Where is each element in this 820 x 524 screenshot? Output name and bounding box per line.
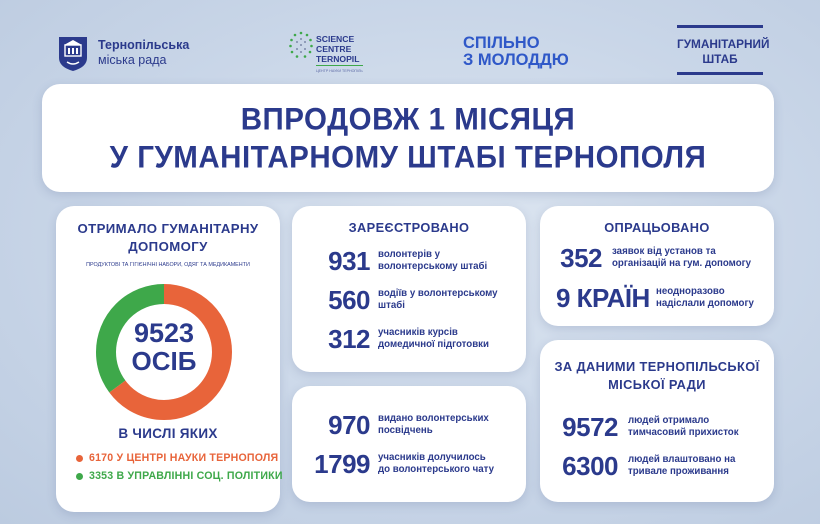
desc-line1: учасників долучилось xyxy=(378,452,486,463)
including-label: В ЧИСЛІ ЯКИХ xyxy=(118,426,218,441)
aid-note: ПРОДУКТОВІ ТА ГІГІЄНІЧНІ НАБОРИ, ОДЯГ ТА МЕДИКАМЕНТИ xyxy=(86,262,250,268)
science-centre-name xyxy=(316,34,363,76)
desc-line2: волонтерському штабі xyxy=(378,261,488,272)
registered-drivers-num: 560 xyxy=(328,285,370,315)
aid-head-line1: ОТРИМАЛО ГУМАНІТАРНУ xyxy=(77,221,259,236)
desc-line2: до волонтерського чату xyxy=(378,464,494,475)
city-council-name xyxy=(98,38,189,68)
processed-countries-desc xyxy=(656,286,754,310)
together-line2: З МОЛОДДЮ xyxy=(463,51,569,69)
processed-title: ОПРАЦЬОВАНО xyxy=(604,220,710,235)
volunteer-chat-desc xyxy=(378,452,494,476)
aid-head-line2: ДОПОМОГУ xyxy=(128,239,208,254)
together-with-youth xyxy=(463,35,569,69)
desc-line1: видано волонтерських xyxy=(378,413,489,424)
title-line2: У ГУМАНІТАРНОМУ ШТАБІ ТЕРНОПОЛЯ xyxy=(109,139,707,176)
hq-line2: ШТАБ xyxy=(702,52,738,66)
shelter-desc xyxy=(628,415,739,439)
processed-countries-num: 9 КРАЇН xyxy=(556,283,650,313)
title-line1: ВПРОДОВЖ 1 МІСЯЦЯ xyxy=(240,101,576,138)
processed-requests-desc xyxy=(612,246,751,270)
science-line1: SCIENCE xyxy=(316,34,355,44)
city-council-title-line2: МІСЬКОЇ РАДИ xyxy=(608,377,706,392)
desc-line1: заявок від установ та xyxy=(612,246,716,257)
city-name-line2: міська рада xyxy=(98,53,167,67)
desc-line2: надіслали допомогу xyxy=(656,298,754,309)
city-name-line1: Тернопільська xyxy=(98,38,190,52)
registered-course-desc xyxy=(378,327,489,351)
volunteer-ids-card xyxy=(292,386,526,502)
aid-total: 9523 xyxy=(133,318,195,348)
orange-dot-icon xyxy=(76,455,83,462)
registered-course-num: 312 xyxy=(328,324,370,354)
desc-line2: посвідчень xyxy=(378,425,433,436)
city-council-logo xyxy=(58,36,88,72)
registered-volunteers-num: 931 xyxy=(328,246,370,276)
desc-line1: водіїв у волонтерському xyxy=(378,288,498,299)
desc-line1: волонтерів у xyxy=(378,249,441,260)
registered-volunteers-desc xyxy=(378,249,487,273)
desc-line2: тривале проживання xyxy=(628,466,729,477)
desc-line2: тимчасовий прихисток xyxy=(628,427,739,438)
shelter-num: 9572 xyxy=(562,412,618,442)
processed-requests-num: 352 xyxy=(560,243,602,273)
desc-line1: людей влаштовано на xyxy=(628,454,736,465)
desc-line1: неодноразово xyxy=(656,286,725,297)
desc-line1: учасників курсів xyxy=(378,327,458,338)
city-council-title-line1: ЗА ДАНИМИ ТЕРНОПІЛЬСЬКОЇ xyxy=(554,359,760,374)
legend-item-science-centre xyxy=(76,452,278,464)
volunteer-ids-desc xyxy=(378,413,489,437)
housing-desc xyxy=(628,454,735,478)
aid-unit: ОСІБ xyxy=(131,346,197,376)
science-line3: TERNOPIL xyxy=(316,54,363,66)
legend-label-social-policy: 3353 В УПРАВЛІННІ СОЦ. ПОЛІТИКИ xyxy=(89,470,283,482)
science-centre-logo xyxy=(288,30,314,60)
housing-num: 6300 xyxy=(562,451,618,481)
science-line2: CENTRE xyxy=(316,44,352,54)
title-card xyxy=(42,84,774,192)
together-line1: СПІЛЬНО xyxy=(463,34,540,52)
desc-line2: штабі xyxy=(378,300,405,311)
desc-line2: домедичної підготовки xyxy=(378,339,489,350)
desc-line2: організацій на гум. допомогу xyxy=(612,258,752,269)
hq-line1: ГУМАНІТАРНИЙ xyxy=(677,37,770,51)
green-dot-icon xyxy=(76,473,83,480)
volunteer-chat-num: 1799 xyxy=(314,449,370,479)
humanitarian-hq-badge xyxy=(677,25,770,75)
legend-label-science-centre: 6170 У ЦЕНТРІ НАУКИ ТЕРНОПОЛЯ xyxy=(89,452,279,464)
science-sub: ЦЕНТР НАУКИ ТЕРНОПІЛЬ xyxy=(316,69,363,73)
desc-line1: людей отримало xyxy=(628,415,710,426)
registered-title: ЗАРЕЄСТРОВАНО xyxy=(348,220,470,235)
registered-drivers-desc xyxy=(378,288,498,312)
volunteer-ids-num: 970 xyxy=(328,410,370,440)
legend-item-social-policy xyxy=(76,470,283,482)
